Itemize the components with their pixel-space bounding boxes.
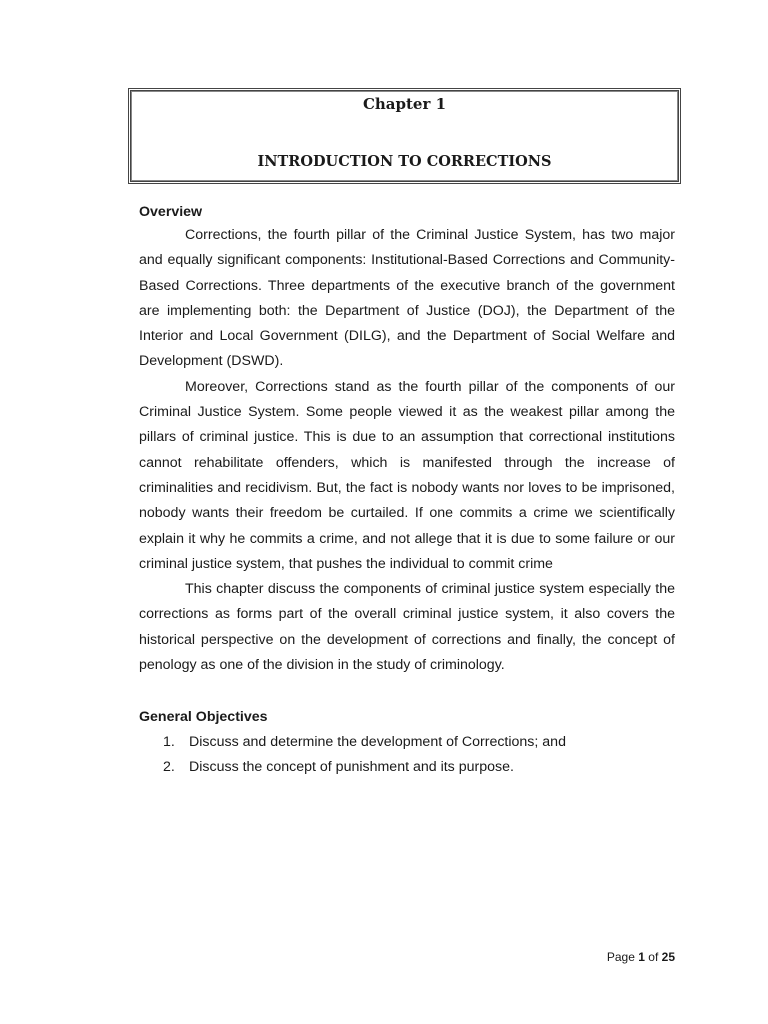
total-pages: 25 xyxy=(661,950,675,964)
overview-paragraph-2: Moreover, Corrections stand as the fourth pillar of the components of our Criminal Justice System. Some people viewed it as the weakest pillar among the pillars of criminal justice. This is due to an assumption that correctional institutions cannot rehabilitate offenders, which is manifested through the increase of criminalities and recidivism. But, the fact is nobody wants nor loves to be imprisoned, nobody wants their freedom be curtailed. If one commits a crime we scientifically explain it why he commits a crime, and not allege that it is due to some failure or our criminal justice system, that pushes the individual to commit crime xyxy=(139,378,675,572)
page-label: Page xyxy=(606,950,635,964)
page-number xyxy=(607,950,675,964)
document-body xyxy=(139,201,675,780)
overview-heading: Overview xyxy=(139,204,203,220)
list-item-text: Discuss the concept of punishment and its purpose. xyxy=(189,759,514,776)
objectives-list xyxy=(139,730,675,780)
list-item xyxy=(139,755,675,780)
list-item-number: 1. xyxy=(163,734,175,751)
chapter-number: Chapter 1 xyxy=(362,95,447,113)
overview-paragraph-1: Corrections, the fourth pillar of the Criminal Justice System, has two major and equally significant components: Institutional-Based Corrections and Community-Based Corrections. Three departments of the executive branch of the government are implementing both: the Department of Justice (DOJ), the Department of the Interior and Local Government (DILG), and the Department of Social Welfare and Development (DSWD). xyxy=(139,227,675,370)
chapter-title-box xyxy=(128,88,681,184)
list-item-number: 2. xyxy=(163,759,175,776)
of-label: of xyxy=(648,950,659,964)
current-page: 1 xyxy=(638,950,645,964)
objectives-heading: General Objectives xyxy=(139,709,268,726)
list-item xyxy=(139,730,675,755)
overview-paragraph-3: This chapter discuss the components of criminal justice system especially the corrections as forms part of the overall criminal justice system, it also covers the historical perspective on the development of corrections and finally, the concept of penology as one of the division in the study of criminology. xyxy=(139,581,675,674)
list-item-text: Discuss and determine the development of Corrections; and xyxy=(189,734,566,751)
chapter-title: INTRODUCTION TO CORRECTIONS xyxy=(257,153,552,170)
